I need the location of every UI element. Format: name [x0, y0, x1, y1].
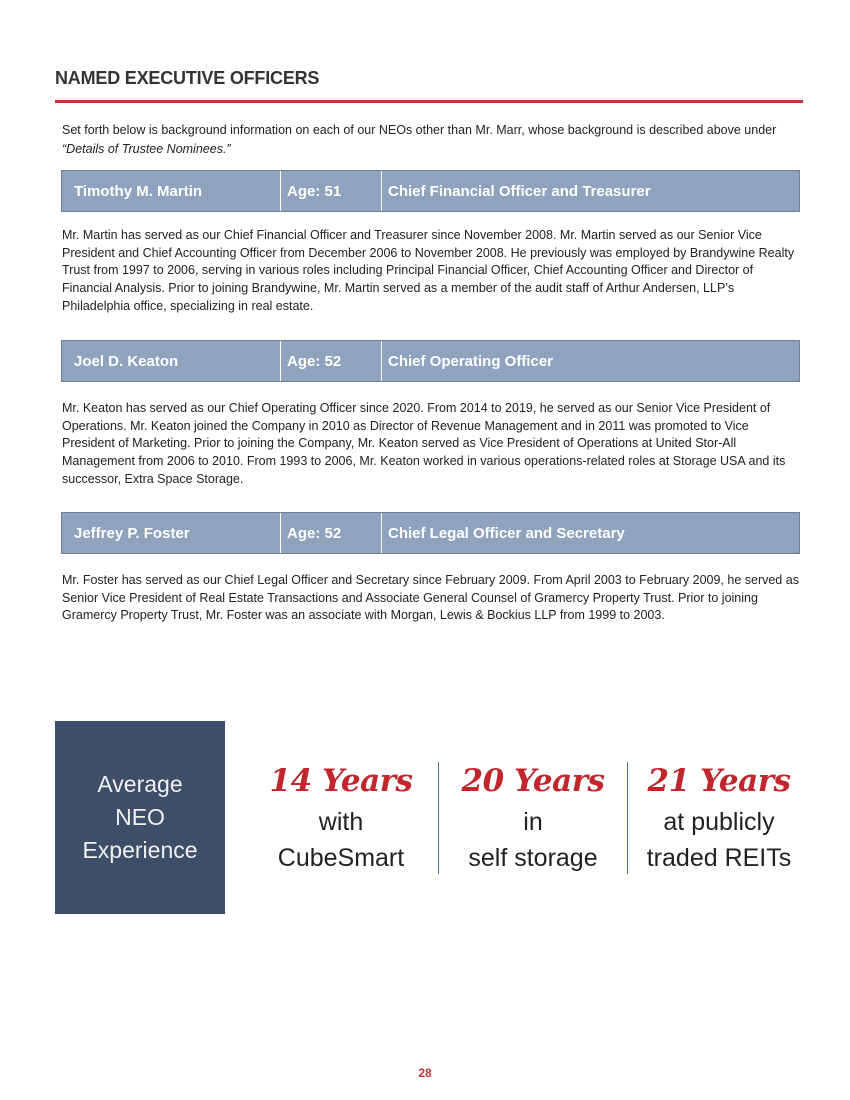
officer-name: Joel D. Keaton [62, 341, 281, 381]
officer-title: Chief Operating Officer [388, 352, 554, 370]
intro-reference: “Details of Trustee Nominees.” [62, 142, 231, 156]
stat-line: with [318, 808, 364, 836]
officer-bio-keaton: Mr. Keaton has served as our Chief Operating Officer since 2020. From 2014 to 2019, he served as our Senior Vice President of Operations. Mr. Keaton joined the Company in 2010 as Director of Revenue Management and in 2011 was promoted to Vice President of Marketing. Prior to joining the Company, Mr. Keaton served as Vice President of Operations at United Stor-All Management from 2006 to 2010. From 1993 to 2006, Mr. Keaton worked in various operations-related roles at Storage USA and its successor, Extra Space Storage. [62, 401, 786, 486]
officer-header-foster [61, 512, 800, 554]
stat-line: self storage [468, 844, 598, 872]
page-number: 28 [418, 1066, 432, 1080]
stat-divider [438, 762, 439, 874]
stat-self-storage [452, 758, 614, 876]
officer-name: Jeffrey P. Foster [62, 513, 281, 553]
officer-title: Chief Legal Officer and Secretary [388, 524, 625, 542]
stat-line: at publicly [663, 808, 775, 836]
stat-divider [627, 762, 628, 874]
average-experience-box [55, 721, 225, 914]
intro-paragraph [62, 121, 802, 159]
officer-header-keaton [61, 340, 800, 382]
stat-cubesmart [262, 758, 420, 876]
stat-publicly-traded [634, 758, 804, 876]
section-title: NAMED EXECUTIVE OFFICERS [55, 68, 320, 88]
officer-bio-martin: Mr. Martin has served as our Chief Financial Officer and Treasurer since November 2008. Mr. Martin served as our Senior Vice President and Chief Accounting Officer from December 2006 to November 2008. He previously was employed by Brandywine Realty Trust from 1997 to 2006, serving in various roles including Principal Financial Officer, Chief Accounting Officer and Director of Financial Analysis. Prior to joining Brandywine, Mr. Martin served as a member of the audit staff of Arthur Andersen, LLP’s Philadelphia office, specializing in real estate. [62, 228, 795, 313]
stat-line: traded REITs [646, 844, 792, 872]
exp-box-line: Average [97, 771, 183, 797]
intro-text: Set forth below is background information on each of our NEOs other than Mr. Marr, whose background is described above under [62, 123, 777, 137]
officer-title: Chief Financial Officer and Treasurer [388, 182, 651, 200]
stat-years: 20 Years [461, 763, 605, 799]
stat-line: CubeSmart [277, 844, 405, 872]
stat-years: 14 Years [269, 763, 413, 799]
stat-years: 21 Years [647, 763, 791, 799]
officer-age: Age: 52 [281, 341, 382, 381]
exp-box-line: NEO [115, 804, 165, 830]
stat-line: in [523, 808, 543, 836]
officer-age: Age: 51 [281, 171, 382, 211]
officer-age: Age: 52 [281, 513, 382, 553]
exp-box-line: Experience [82, 837, 198, 863]
officer-header-martin [61, 170, 800, 212]
officer-name: Timothy M. Martin [62, 171, 281, 211]
title-rule [55, 100, 803, 103]
officer-bio-foster: Mr. Foster has served as our Chief Legal Officer and Secretary since February 2009. From April 2003 to February 2009, he served as Senior Vice President of Real Estate Transactions and Associate General Counsel of Gramercy Property Trust. Prior to joining Gramercy Property Trust, Mr. Foster was an associate with Morgan, Lewis & Bockius LLP from 1999 to 2003. [62, 573, 799, 623]
